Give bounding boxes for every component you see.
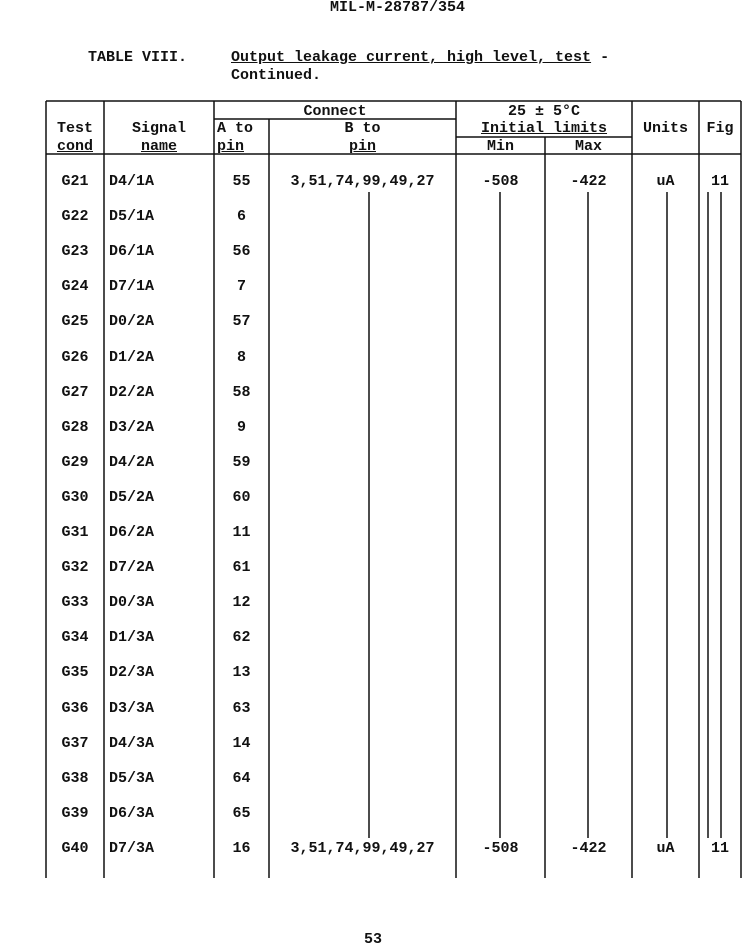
document-number: MIL-M-28787/354 <box>330 0 466 16</box>
cell-test-cond: G34 <box>61 629 89 646</box>
cell-signal-name: D2/2A <box>109 384 155 401</box>
cell-a-pin: 58 <box>232 384 251 401</box>
cell-a-pin: 13 <box>232 664 251 681</box>
cell-signal-name: D4/1A <box>109 173 155 190</box>
cell-signal-name: D7/2A <box>109 559 155 576</box>
cell-signal-name: D1/2A <box>109 349 155 366</box>
header-b-to: B to <box>344 120 381 137</box>
table-title-suffix: - <box>591 49 610 66</box>
header-units: Units <box>642 120 688 137</box>
header-signal: Signal <box>131 120 186 137</box>
cell-signal-name: D3/3A <box>109 700 155 717</box>
cell-test-cond: G24 <box>61 278 89 295</box>
cell-a-pin: 9 <box>236 419 246 436</box>
cell-a-pin: 7 <box>236 278 246 295</box>
cell-test-cond: G28 <box>61 419 89 436</box>
cell-units: uA <box>656 173 675 190</box>
cell-signal-name: D0/3A <box>109 594 155 611</box>
header-temp: 25 ± 5°C <box>507 103 580 120</box>
header-b-pin: pin <box>348 138 376 155</box>
cell-signal-name: D6/3A <box>109 805 155 822</box>
cell-a-pin: 63 <box>232 700 251 717</box>
cell-test-cond: G38 <box>61 770 89 787</box>
cell-test-cond: G23 <box>61 243 89 260</box>
cell-fig: 11 <box>710 840 729 857</box>
cell-test-cond: G27 <box>61 384 89 401</box>
cell-a-pin: 16 <box>232 840 251 857</box>
header-initial-limits: Initial limits <box>480 120 608 137</box>
cell-a-pin: 14 <box>232 735 251 752</box>
header-a-pin: pin <box>217 138 245 155</box>
cell-signal-name: D5/3A <box>109 770 155 787</box>
cell-test-cond: G32 <box>61 559 89 576</box>
cell-b-pin: 3,51,74,99,49,27 <box>290 173 435 190</box>
cell-test-cond: G36 <box>61 700 89 717</box>
cell-min: -508 <box>482 840 519 857</box>
cell-units: uA <box>656 840 675 857</box>
cell-a-pin: 11 <box>232 524 251 541</box>
cell-a-pin: 62 <box>232 629 251 646</box>
cell-b-pin: 3,51,74,99,49,27 <box>290 840 435 857</box>
cell-test-cond: G21 <box>61 173 89 190</box>
cell-test-cond: G33 <box>61 594 89 611</box>
header-fig: Fig <box>706 120 734 137</box>
cell-a-pin: 8 <box>236 349 246 366</box>
header-min: Min <box>486 138 514 155</box>
header-name: name <box>140 138 177 155</box>
cell-a-pin: 64 <box>232 770 251 787</box>
cell-a-pin: 57 <box>232 313 251 330</box>
header-cond: cond <box>56 138 93 155</box>
table-continued: Continued. <box>231 67 322 84</box>
header-a-to: A to <box>217 120 254 137</box>
cell-signal-name: D5/1A <box>109 208 155 225</box>
cell-a-pin: 6 <box>236 208 246 225</box>
cell-fig: 11 <box>710 173 729 190</box>
cell-signal-name: D7/3A <box>109 840 155 857</box>
cell-signal-name: D7/1A <box>109 278 155 295</box>
cell-signal-name: D6/2A <box>109 524 155 541</box>
cell-a-pin: 65 <box>232 805 251 822</box>
table-label: TABLE VIII. <box>88 49 188 66</box>
page-number: 53 <box>363 931 382 948</box>
cell-a-pin: 56 <box>232 243 251 260</box>
cell-test-cond: G30 <box>61 489 89 506</box>
cell-min: -508 <box>482 173 519 190</box>
cell-signal-name: D3/2A <box>109 419 155 436</box>
cell-test-cond: G39 <box>61 805 89 822</box>
cell-a-pin: 55 <box>232 173 251 190</box>
cell-test-cond: G29 <box>61 454 89 471</box>
cell-test-cond: G31 <box>61 524 89 541</box>
cell-signal-name: D1/3A <box>109 629 155 646</box>
cell-test-cond: G26 <box>61 349 89 366</box>
header-test: Test <box>56 120 93 137</box>
cell-a-pin: 61 <box>232 559 251 576</box>
cell-signal-name: D6/1A <box>109 243 155 260</box>
cell-signal-name: D0/2A <box>109 313 155 330</box>
cell-signal-name: D5/2A <box>109 489 155 506</box>
header-max: Max <box>574 138 602 155</box>
header-connect: Connect <box>303 103 367 120</box>
cell-max: -422 <box>570 840 607 857</box>
cell-test-cond: G25 <box>61 313 89 330</box>
cell-signal-name: D4/3A <box>109 735 155 752</box>
cell-a-pin: 60 <box>232 489 251 506</box>
table-title-text: Output leakage current, high level, test <box>231 49 592 66</box>
cell-signal-name: D4/2A <box>109 454 155 471</box>
cell-test-cond: G22 <box>61 208 89 225</box>
cell-a-pin: 59 <box>232 454 251 471</box>
cell-test-cond: G37 <box>61 735 89 752</box>
cell-max: -422 <box>570 173 607 190</box>
cell-a-pin: 12 <box>232 594 251 611</box>
cell-test-cond: G35 <box>61 664 89 681</box>
cell-signal-name: D2/3A <box>109 664 155 681</box>
cell-test-cond: G40 <box>61 840 89 857</box>
